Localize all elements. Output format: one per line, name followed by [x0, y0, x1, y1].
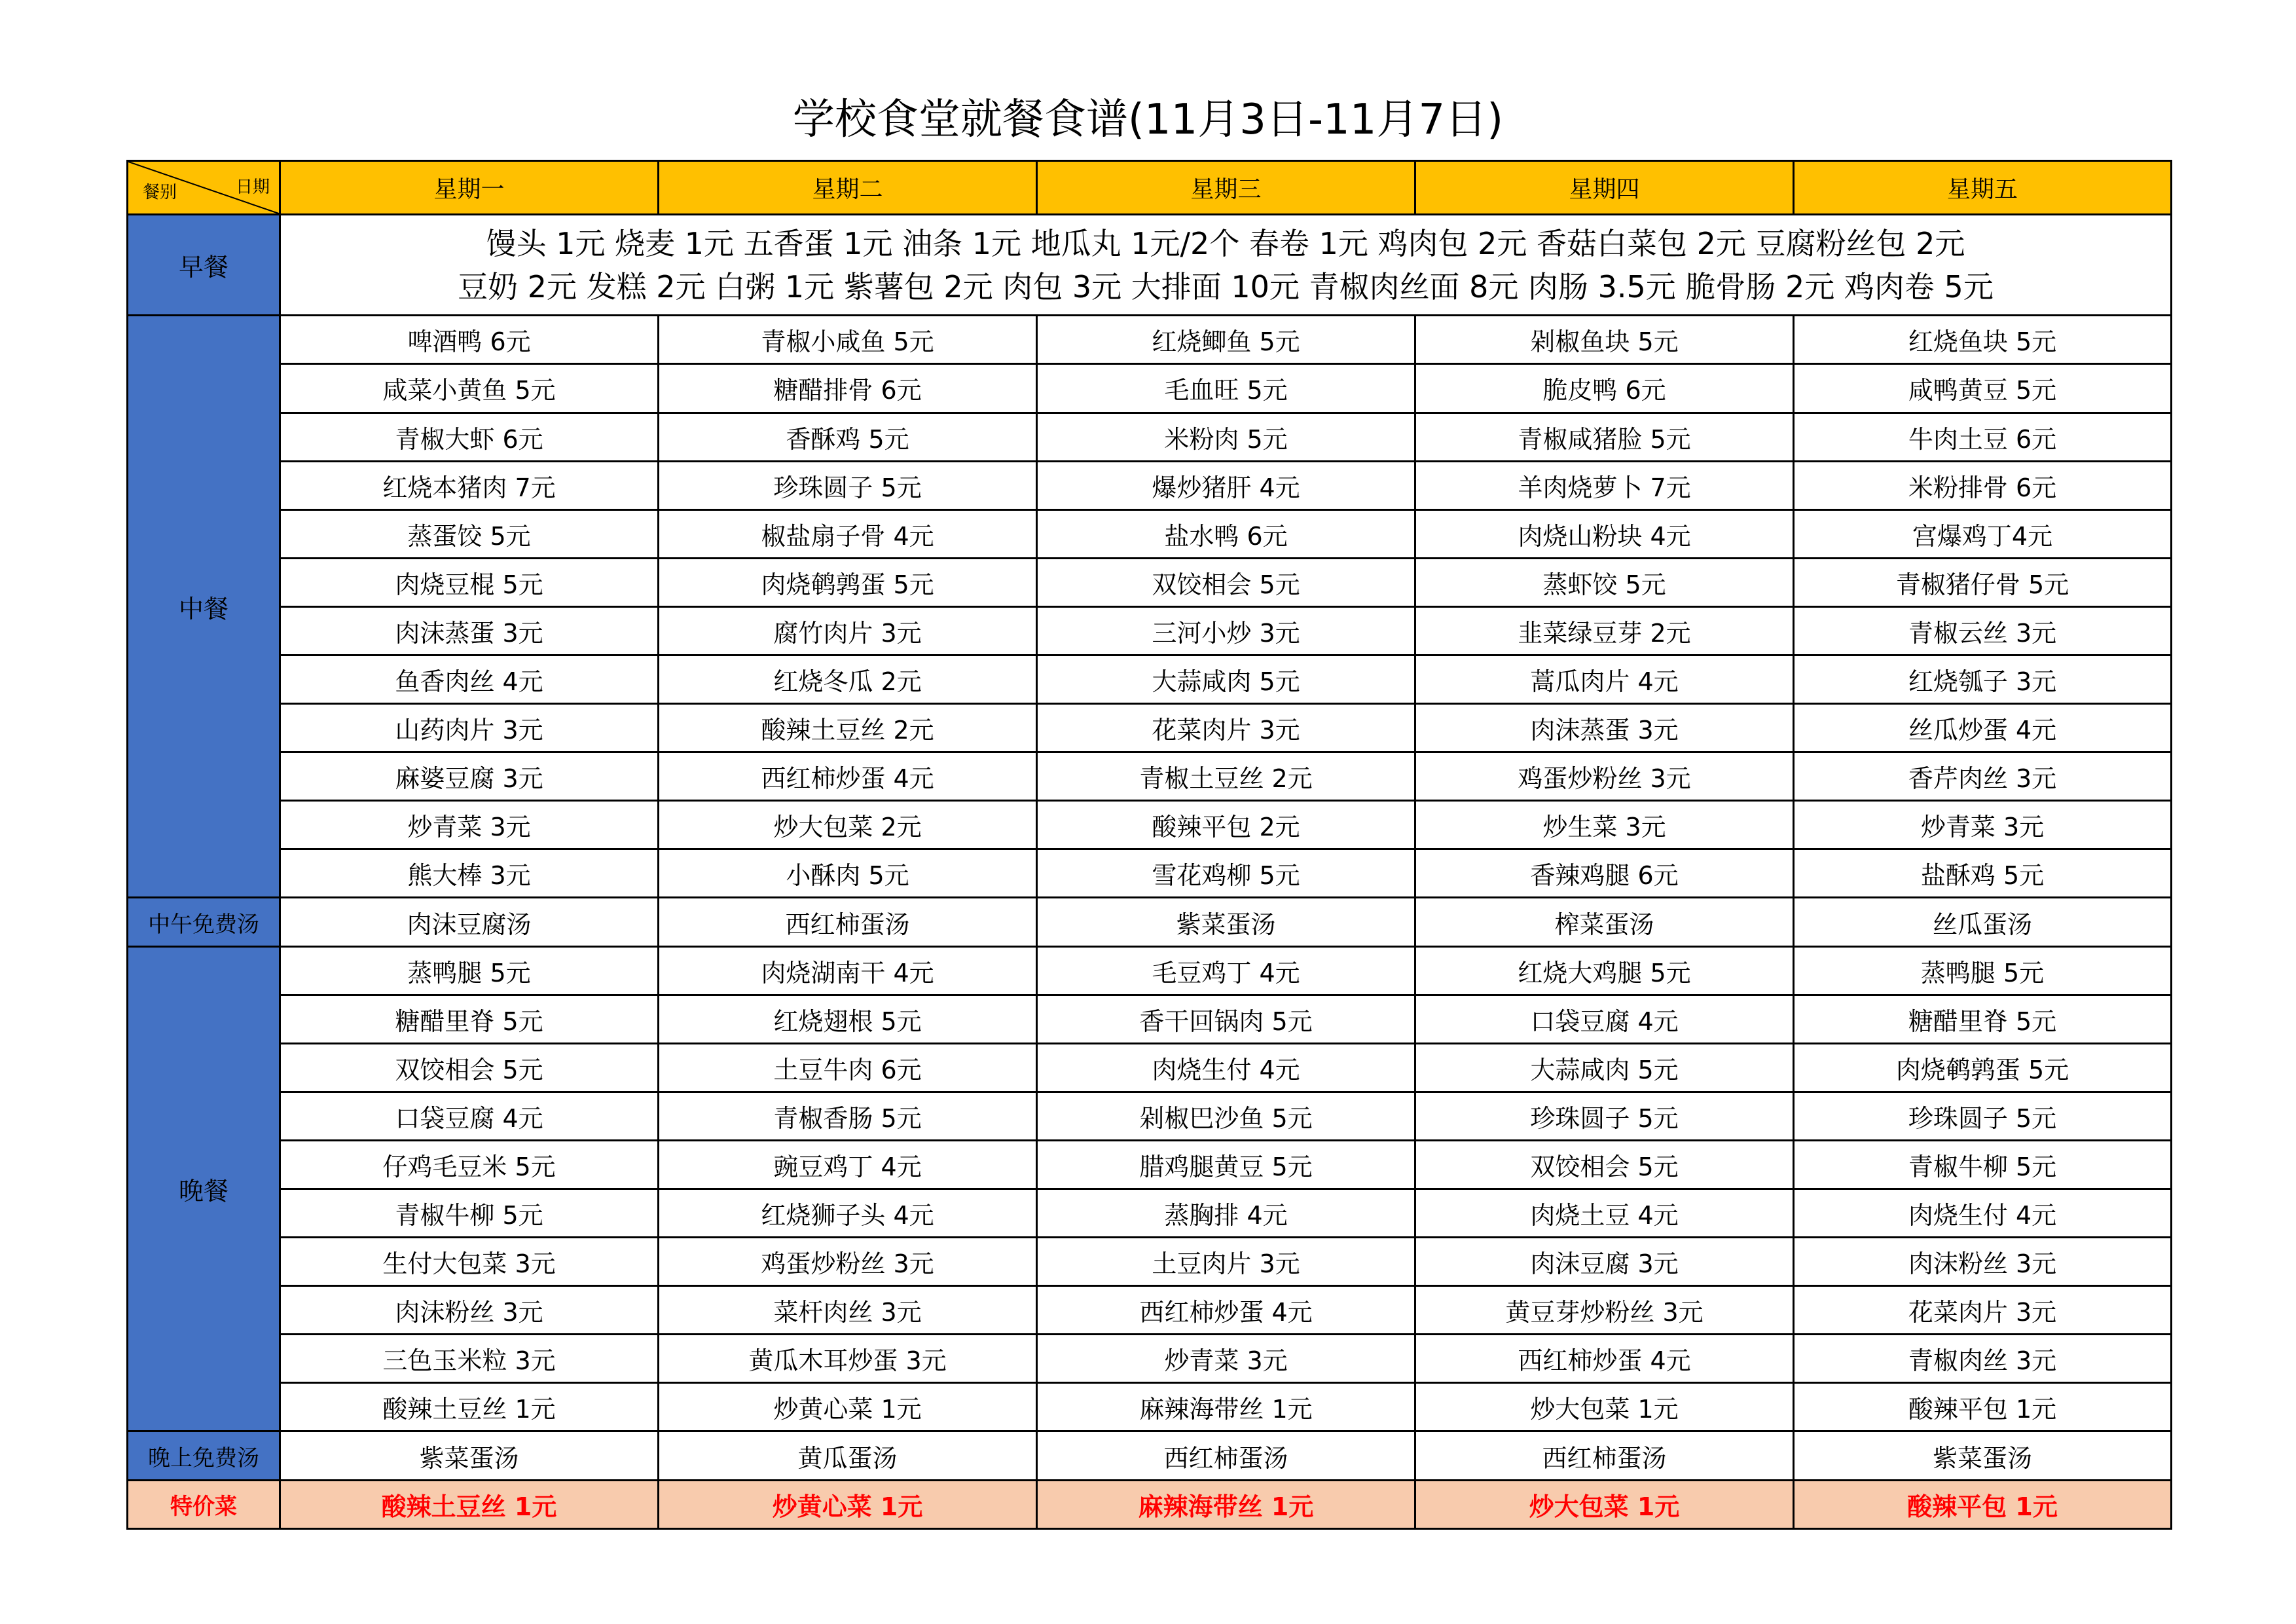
- dish-cell: 酸辣平包 2元: [1037, 801, 1415, 849]
- dinner-soup-cell: 紫菜蛋汤: [280, 1431, 659, 1480]
- dish-cell: 青椒牛柳 5元: [1794, 1140, 2172, 1189]
- dish-cell: 麻辣海带丝 1元: [1037, 1383, 1415, 1431]
- dish-cell: 红烧冬瓜 2元: [659, 655, 1037, 703]
- dish-cell: 炒青菜 3元: [280, 801, 659, 849]
- dish-cell: 青椒香肠 5元: [659, 1092, 1037, 1140]
- dish-cell: 糖醋里脊 5元: [1794, 995, 2172, 1043]
- dish-cell: 双饺相会 5元: [280, 1043, 659, 1092]
- special-label: 特价菜: [128, 1480, 280, 1528]
- corner-cell: [128, 161, 280, 215]
- dish-cell: 大蒜咸肉 5元: [1037, 655, 1415, 703]
- lunch-row: [128, 704, 2172, 752]
- dish-cell: 蒸胸排 4元: [1037, 1189, 1415, 1238]
- dish-cell: 蒸鸭腿 5元: [280, 946, 659, 995]
- day-header: 星期二: [659, 161, 1037, 215]
- dish-cell: 土豆牛肉 6元: [659, 1043, 1037, 1092]
- day-header: 星期四: [1415, 161, 1794, 215]
- dish-cell: 肉烧鹌鹑蛋 5元: [1794, 1043, 2172, 1092]
- lunch-row: [128, 413, 2172, 461]
- dish-cell: 香辣鸡腿 6元: [1415, 849, 1794, 898]
- dish-cell: 土豆肉片 3元: [1037, 1238, 1415, 1286]
- dish-cell: 红烧翅根 5元: [659, 995, 1037, 1043]
- dish-cell: 西红柿炒蛋 4元: [659, 752, 1037, 801]
- dish-cell: 红烧鲫鱼 5元: [1037, 316, 1415, 364]
- header-row: [128, 161, 2172, 215]
- dish-cell: 韭菜绿豆芽 2元: [1415, 606, 1794, 655]
- lunch-row: [128, 558, 2172, 606]
- dish-cell: 熊大棒 3元: [280, 849, 659, 898]
- dinner-row: [128, 1140, 2172, 1189]
- dish-cell: 米粉排骨 6元: [1794, 461, 2172, 509]
- dish-cell: 椒盐扇子骨 4元: [659, 509, 1037, 558]
- special-cell: 炒大包菜 1元: [1415, 1480, 1794, 1528]
- dish-cell: 啤酒鸭 6元: [280, 316, 659, 364]
- dinner-soup-cell: 紫菜蛋汤: [1794, 1431, 2172, 1480]
- dish-cell: 红烧大鸡腿 5元: [1415, 946, 1794, 995]
- dish-cell: 双饺相会 5元: [1415, 1140, 1794, 1189]
- dish-cell: 牛肉土豆 6元: [1794, 413, 2172, 461]
- special-cell: 酸辣平包 1元: [1794, 1480, 2172, 1528]
- dish-cell: 大蒜咸肉 5元: [1415, 1043, 1794, 1092]
- dish-cell: 炒大包菜 2元: [659, 801, 1037, 849]
- page-title: 学校食堂就餐食谱(11月3日-11月7日): [792, 96, 1504, 144]
- dish-cell: 黄豆芽炒粉丝 3元: [1415, 1286, 1794, 1335]
- dish-cell: 珍珠圆子 5元: [1415, 1092, 1794, 1140]
- dish-cell: 脆皮鸭 6元: [1415, 364, 1794, 413]
- dish-cell: 盐水鸭 6元: [1037, 509, 1415, 558]
- dish-cell: 花菜肉片 3元: [1037, 704, 1415, 752]
- dish-cell: 宫爆鸡丁4元: [1794, 509, 2172, 558]
- dish-cell: 咸鸭黄豆 5元: [1794, 364, 2172, 413]
- lunch-row: [128, 316, 2172, 364]
- breakfast-items: [280, 215, 2172, 316]
- dish-cell: 青椒大虾 6元: [280, 413, 659, 461]
- lunch-row: [128, 752, 2172, 801]
- dish-cell: 三色玉米粒 3元: [280, 1335, 659, 1383]
- lunch-soup-row: [128, 898, 2172, 946]
- dish-cell: 蒿瓜肉片 4元: [1415, 655, 1794, 703]
- dish-cell: 咸菜小黄鱼 5元: [280, 364, 659, 413]
- dinner-row: [128, 1286, 2172, 1335]
- dish-cell: 红烧瓠子 3元: [1794, 655, 2172, 703]
- dinner-label: 晚餐: [128, 946, 280, 1431]
- dish-cell: 小酥肉 5元: [659, 849, 1037, 898]
- dinner-row: [128, 946, 2172, 995]
- dinner-soup-cell: 西红柿蛋汤: [1415, 1431, 1794, 1480]
- dish-cell: 鸡蛋炒粉丝 3元: [659, 1238, 1037, 1286]
- dish-cell: 盐酥鸡 5元: [1794, 849, 2172, 898]
- dish-cell: 香干回锅肉 5元: [1037, 995, 1415, 1043]
- special-row: [128, 1480, 2172, 1528]
- special-cell: 酸辣土豆丝 1元: [280, 1480, 659, 1528]
- dinner-soup-cell: 西红柿蛋汤: [1037, 1431, 1415, 1480]
- breakfast-line: 豆奶 2元 发糕 2元 白粥 1元 紫薯包 2元 肉包 3元 大排面 10元 青椒肉丝面 8元 肉肠 3.5元 脆骨肠 2元 鸡肉卷 5元: [458, 268, 1994, 304]
- dish-cell: 炒生菜 3元: [1415, 801, 1794, 849]
- dish-cell: 红烧本猪肉 7元: [280, 461, 659, 509]
- dish-cell: 酸辣平包 1元: [1794, 1383, 2172, 1431]
- dish-cell: 肉沫蒸蛋 3元: [1415, 704, 1794, 752]
- dish-cell: 青椒土豆丝 2元: [1037, 752, 1415, 801]
- dinner-soup-label: 晚上免费汤: [128, 1431, 280, 1480]
- dinner-row: [128, 995, 2172, 1043]
- dish-cell: 肉沫粉丝 3元: [1794, 1238, 2172, 1286]
- dish-cell: 糖醋里脊 5元: [280, 995, 659, 1043]
- dinner-soup-row: [128, 1431, 2172, 1480]
- day-header: 星期一: [280, 161, 659, 215]
- menu-table: [126, 160, 2172, 1530]
- dish-cell: 黄瓜木耳炒蛋 3元: [659, 1335, 1037, 1383]
- dish-cell: 双饺相会 5元: [1037, 558, 1415, 606]
- dish-cell: 青椒猪仔骨 5元: [1794, 558, 2172, 606]
- dish-cell: 蒸鸭腿 5元: [1794, 946, 2172, 995]
- dish-cell: 香芹肉丝 3元: [1794, 752, 2172, 801]
- dish-cell: 剁椒巴沙鱼 5元: [1037, 1092, 1415, 1140]
- day-header: 星期三: [1037, 161, 1415, 215]
- dish-cell: 羊肉烧萝卜 7元: [1415, 461, 1794, 509]
- dish-cell: 青椒咸猪脸 5元: [1415, 413, 1794, 461]
- special-cell: 炒黄心菜 1元: [659, 1480, 1037, 1528]
- dish-cell: 菜杆肉丝 3元: [659, 1286, 1037, 1335]
- lunch-soup-label: 中午免费汤: [128, 898, 280, 946]
- dish-cell: 鱼香肉丝 4元: [280, 655, 659, 703]
- dish-cell: 酸辣土豆丝 2元: [659, 704, 1037, 752]
- dish-cell: 青椒小咸鱼 5元: [659, 316, 1037, 364]
- lunch-label: 中餐: [128, 316, 280, 898]
- dish-cell: 肉沫蒸蛋 3元: [280, 606, 659, 655]
- dish-cell: 肉烧鹌鹑蛋 5元: [659, 558, 1037, 606]
- lunch-row: [128, 461, 2172, 509]
- dish-cell: 鸡蛋炒粉丝 3元: [1415, 752, 1794, 801]
- dish-cell: 毛豆鸡丁 4元: [1037, 946, 1415, 995]
- dish-cell: 豌豆鸡丁 4元: [659, 1140, 1037, 1189]
- dish-cell: 肉烧生付 4元: [1794, 1189, 2172, 1238]
- dish-cell: 炒青菜 3元: [1037, 1335, 1415, 1383]
- dish-cell: 口袋豆腐 4元: [280, 1092, 659, 1140]
- dish-cell: 毛血旺 5元: [1037, 364, 1415, 413]
- dish-cell: 仔鸡毛豆米 5元: [280, 1140, 659, 1189]
- dish-cell: 肉烧生付 4元: [1037, 1043, 1415, 1092]
- dish-cell: 珍珠圆子 5元: [1794, 1092, 2172, 1140]
- dish-cell: 蒸蛋饺 5元: [280, 509, 659, 558]
- dish-cell: 肉烧湖南干 4元: [659, 946, 1037, 995]
- dinner-row: [128, 1335, 2172, 1383]
- dish-cell: 雪花鸡柳 5元: [1037, 849, 1415, 898]
- lunch-soup-cell: 紫菜蛋汤: [1037, 898, 1415, 946]
- breakfast-line: 馒头 1元 烧麦 1元 五香蛋 1元 油条 1元 地瓜丸 1元/2个 春卷 1元 鸡肉包 2元 香菇白菜包 2元 豆腐粉丝包 2元: [486, 225, 1965, 261]
- dish-cell: 肉烧山粉块 4元: [1415, 509, 1794, 558]
- dish-cell: 花菜肉片 3元: [1794, 1286, 2172, 1335]
- dish-cell: 红烧狮子头 4元: [659, 1189, 1037, 1238]
- lunch-row: [128, 801, 2172, 849]
- dish-cell: 山药肉片 3元: [280, 704, 659, 752]
- dish-cell: 肉烧土豆 4元: [1415, 1189, 1794, 1238]
- dish-cell: 生付大包菜 3元: [280, 1238, 659, 1286]
- dish-cell: 青椒肉丝 3元: [1794, 1335, 2172, 1383]
- dish-cell: 麻婆豆腐 3元: [280, 752, 659, 801]
- dinner-row: [128, 1043, 2172, 1092]
- dish-cell: 腐竹肉片 3元: [659, 606, 1037, 655]
- dish-cell: 酸辣土豆丝 1元: [280, 1383, 659, 1431]
- dish-cell: 爆炒猪肝 4元: [1037, 461, 1415, 509]
- dish-cell: 青椒云丝 3元: [1794, 606, 2172, 655]
- dish-cell: 口袋豆腐 4元: [1415, 995, 1794, 1043]
- dinner-row: [128, 1092, 2172, 1140]
- dish-cell: 肉沫粉丝 3元: [280, 1286, 659, 1335]
- special-cell: 麻辣海带丝 1元: [1037, 1480, 1415, 1528]
- breakfast-row: [128, 215, 2172, 316]
- breakfast-label: 早餐: [128, 215, 280, 316]
- dinner-soup-cell: 黄瓜蛋汤: [659, 1431, 1037, 1480]
- dish-cell: 蒸虾饺 5元: [1415, 558, 1794, 606]
- dinner-row: [128, 1189, 2172, 1238]
- dish-cell: 香酥鸡 5元: [659, 413, 1037, 461]
- lunch-soup-cell: 榨菜蛋汤: [1415, 898, 1794, 946]
- lunch-soup-cell: 丝瓜蛋汤: [1794, 898, 2172, 946]
- dish-cell: 炒青菜 3元: [1794, 801, 2172, 849]
- dish-cell: 珍珠圆子 5元: [659, 461, 1037, 509]
- dish-cell: 三河小炒 3元: [1037, 606, 1415, 655]
- lunch-row: [128, 655, 2172, 703]
- day-header: 星期五: [1794, 161, 2172, 215]
- lunch-row: [128, 364, 2172, 413]
- dish-cell: 腊鸡腿黄豆 5元: [1037, 1140, 1415, 1189]
- lunch-soup-cell: 肉沫豆腐汤: [280, 898, 659, 946]
- dish-cell: 西红柿炒蛋 4元: [1415, 1335, 1794, 1383]
- dish-cell: 炒黄心菜 1元: [659, 1383, 1037, 1431]
- dish-cell: 肉烧豆棍 5元: [280, 558, 659, 606]
- lunch-row: [128, 849, 2172, 898]
- dish-cell: 米粉肉 5元: [1037, 413, 1415, 461]
- dinner-row: [128, 1238, 2172, 1286]
- dish-cell: 西红柿炒蛋 4元: [1037, 1286, 1415, 1335]
- dish-cell: 炒大包菜 1元: [1415, 1383, 1794, 1431]
- corner-date-label: 日期: [235, 177, 270, 197]
- dish-cell: 丝瓜炒蛋 4元: [1794, 704, 2172, 752]
- lunch-soup-cell: 西红柿蛋汤: [659, 898, 1037, 946]
- dish-cell: 剁椒鱼块 5元: [1415, 316, 1794, 364]
- dish-cell: 肉沫豆腐 3元: [1415, 1238, 1794, 1286]
- dish-cell: 青椒牛柳 5元: [280, 1189, 659, 1238]
- lunch-row: [128, 606, 2172, 655]
- corner-meal-label: 餐别: [143, 183, 177, 203]
- lunch-row: [128, 509, 2172, 558]
- dinner-row: [128, 1383, 2172, 1431]
- dish-cell: 糖醋排骨 6元: [659, 364, 1037, 413]
- dish-cell: 红烧鱼块 5元: [1794, 316, 2172, 364]
